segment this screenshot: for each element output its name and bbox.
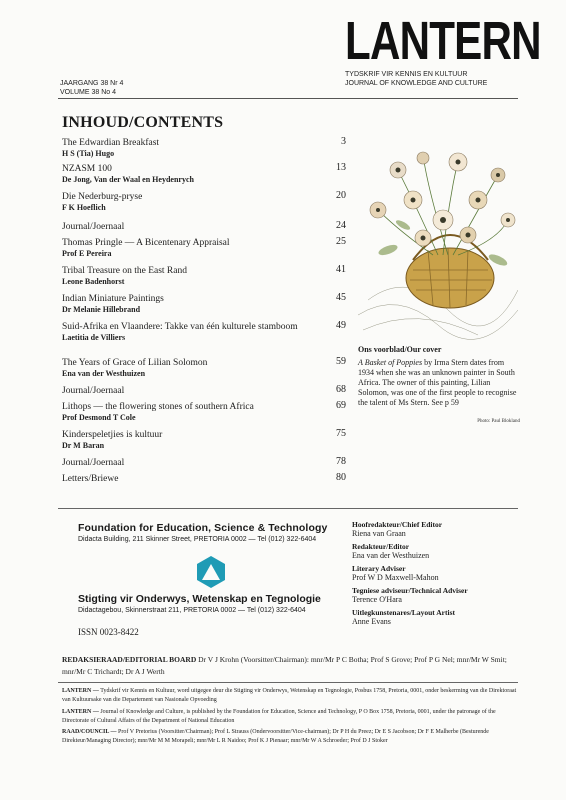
staff-name: Terence O'Hara — [352, 595, 402, 604]
staff-name: Riena van Graan — [352, 529, 406, 538]
staff-role: Uitlegkunstenares/Layout Artist — [352, 608, 455, 617]
staff-role: Literary Adviser — [352, 564, 406, 573]
toc-entry-author: Ena van der Westhuizen — [62, 369, 146, 378]
toc-entry — [62, 386, 346, 397]
toc-entry-page: 49 — [336, 320, 346, 331]
cover-caption-text: by Irma Stern dates from 1934 when she was an unknown painter in South Africa. The owner of this painting, Lilian Solomon, was one of the first people to recognise the talent of Ms Stern. See p 59 — [358, 358, 517, 407]
magazine-title: LANTERN — [345, 11, 541, 71]
toc-entry-page: 20 — [336, 190, 346, 201]
toc-entry-author: Prof Desmond T Cole — [62, 413, 136, 422]
photo-credit: Photo: Paul Blokland — [477, 419, 520, 424]
foundation-name-english: Foundation for Education, Science & Technology — [78, 522, 328, 534]
board-label: REDAKSIERAAD/EDITORIAL BOARD — [62, 655, 197, 664]
toc-entry-page: 45 — [336, 292, 346, 303]
masthead-subtitle — [345, 70, 525, 88]
toc-entry — [62, 164, 346, 185]
toc-entry — [62, 430, 346, 451]
toc-entry-page: 59 — [336, 356, 346, 367]
foundation-address-english: Didacta Building, 211 Skinner Street, PRETORIA 0002 — Tel (012) 322-6404 — [78, 536, 317, 543]
imprint-af-text: Tydskrif vir Kennis en Kultuur, word uitgegee deur die Stigting vir Onderwys, Wetenskap en Tegnologie, Posbus 1758, Pretoria, 0001, onder beskerming van die Direktoraat van Kultuursake van die Departement van Nasionale Opvoeding — [62, 688, 517, 703]
toc-entry-author: Dr Melanie Hillebrand — [62, 305, 141, 314]
toc-entry — [62, 192, 346, 213]
imprint-af-label: LANTERN — — [62, 688, 99, 694]
staff-item — [352, 542, 522, 561]
volume-english: VOLUME 38 No 4 — [60, 89, 117, 96]
toc-entry-title: The Edwardian Breakfast — [62, 138, 160, 148]
toc-entry-page: 68 — [336, 384, 346, 395]
foundation-address-afrikaans: Didactagebou, Skinnerstraat 211, PRETORIA 0002 — Tel (012) 322-6404 — [78, 607, 306, 614]
subtitle-afrikaans: TYDSKRIF VIR KENNIS EN KULTUUR — [345, 71, 468, 78]
toc-entry — [62, 238, 346, 259]
toc-entry-page: 41 — [336, 264, 346, 275]
toc-entry-author: Leone Badenhorst — [62, 277, 125, 286]
council-text: Prof V Pretorius (Voorsitter/Chairman); Prof L Strauss (Ondervoorsitter/Vice-chairman); Dr P H du Preez; Dr E S Jacobson; Dr F E Malherbe (Besturende Direkteur/Managing Director); mnr/Mr M M Morapeli; mnr/Mr L R Naidoo; Prof K J Pienaar; mnr/Mr W A Schroeder; Prof D J Stoker — [62, 729, 489, 744]
toc-entry-title: Lithops — the flowering stones of southern Africa — [62, 402, 254, 412]
toc-entry-author: Prof E Pereira — [62, 249, 112, 258]
toc-entry-page: 25 — [336, 236, 346, 247]
staff-role: Hoofredakteur/Chief Editor — [352, 520, 443, 529]
imprint-en-label: LANTERN — — [62, 709, 99, 715]
toc-entry-title: Letters/Briewe — [62, 474, 119, 484]
toc-entry-page: 13 — [336, 162, 346, 173]
toc-entry-title: Thomas Pringle — A Bicentenary Appraisal — [62, 238, 230, 248]
toc-entry-title: Die Nederburg-pryse — [62, 192, 143, 202]
council-label: RAAD/COUNCIL — — [62, 729, 117, 735]
toc-entry — [62, 474, 346, 485]
board-members: Dr V J Krohn (Voorsitter/Chairman): mnr/Mr P C Botha; Prof S Grove; Prof P G Nel; mnr/Mr W Smit; mnr/Mr C Trichardt; Dr A J Werth — [62, 655, 507, 676]
toc-entry-page: 69 — [336, 400, 346, 411]
toc-entry-title: Indian Miniature Paintings — [62, 294, 164, 304]
staff-item — [352, 586, 522, 605]
editorial-board — [62, 654, 520, 678]
volume-afrikaans: JAARGANG 38 Nr 4 — [60, 80, 124, 87]
toc-entry-author: H S (Tia) Hugo — [62, 149, 115, 158]
imprint-english — [62, 708, 520, 726]
staff-item — [352, 564, 522, 583]
toc-entry-title: The Years of Grace of Lilian Solomon — [62, 358, 208, 368]
toc-entry — [62, 138, 346, 159]
toc-entry — [62, 294, 346, 315]
toc-entry-title: Tribal Treasure on the East Rand — [62, 266, 187, 276]
toc-entry-page: 78 — [336, 456, 346, 467]
foundation-name-afrikaans: Stigting vir Onderwys, Wetenskap en Tegnologie — [78, 593, 321, 605]
staff-name: Anne Evans — [352, 617, 391, 626]
toc-entry-page: 75 — [336, 428, 346, 439]
staff-role: Tegniese adviseur/Technical Adviser — [352, 586, 468, 595]
toc-entry-author: De Jong, Van der Waal en Heydenrych — [62, 175, 194, 184]
middle-divider — [58, 508, 518, 509]
toc-entry-page: 80 — [336, 472, 346, 483]
cover-label: Ons voorblad/Our cover — [358, 345, 442, 354]
toc-entry-author: F K Hoeflich — [62, 203, 106, 212]
staff-name: Prof W D Maxwell-Mahon — [352, 573, 439, 582]
toc-entry-title: Journal/Joernaal — [62, 458, 125, 468]
volume-info — [60, 79, 220, 97]
issn-number: ISSN 0023-8422 — [78, 627, 139, 637]
toc-entry-title: Suid-Afrika en Vlaandere: Takke van één kulturele stamboom — [62, 322, 298, 332]
foundation-logo-icon — [194, 555, 228, 589]
council-members — [62, 728, 520, 746]
toc-entry-page: 24 — [336, 220, 346, 231]
toc-entry — [62, 322, 346, 343]
toc-entry — [62, 402, 346, 423]
imprint-divider — [58, 682, 518, 683]
toc-entry-title: NZASM 100 — [62, 164, 112, 174]
toc-entry-title: Journal/Joernaal — [62, 222, 125, 232]
staff-role: Redakteur/Editor — [352, 542, 410, 551]
toc-entry — [62, 266, 346, 287]
toc-entry — [62, 458, 346, 469]
toc-entry-author: Dr M Baran — [62, 441, 105, 450]
subtitle-english: JOURNAL OF KNOWLEDGE AND CULTURE — [345, 80, 488, 87]
staff-item — [352, 608, 522, 627]
top-divider — [58, 98, 518, 99]
staff-item — [352, 520, 522, 539]
toc-entry-title: Journal/Joernaal — [62, 386, 125, 396]
staff-name: Ena van der Westhuizen — [352, 551, 430, 560]
toc-entry — [62, 358, 346, 379]
imprint-afrikaans — [62, 687, 520, 705]
toc-entry-page: 3 — [341, 136, 346, 147]
toc-entry-title: Kinderspeletjies is kultuur — [62, 430, 163, 440]
cover-caption-title: A Basket of Poppies — [358, 358, 423, 367]
imprint-en-text: Journal of Knowledge and Culture, is published by the Foundation for Education, Science and Technology, P O Box 1758, Pretoria, 0001, under the patronage of the Directorate of Cultural Affairs of the Department of National Education — [62, 709, 496, 724]
contents-heading: INHOUD/CONTENTS — [62, 114, 224, 131]
toc-entry-author: Laetitia de Villiers — [62, 333, 126, 342]
editorial-staff — [352, 520, 522, 630]
toc-entry — [62, 222, 346, 233]
cover-caption — [358, 358, 520, 408]
cover-painting-image — [358, 150, 518, 340]
